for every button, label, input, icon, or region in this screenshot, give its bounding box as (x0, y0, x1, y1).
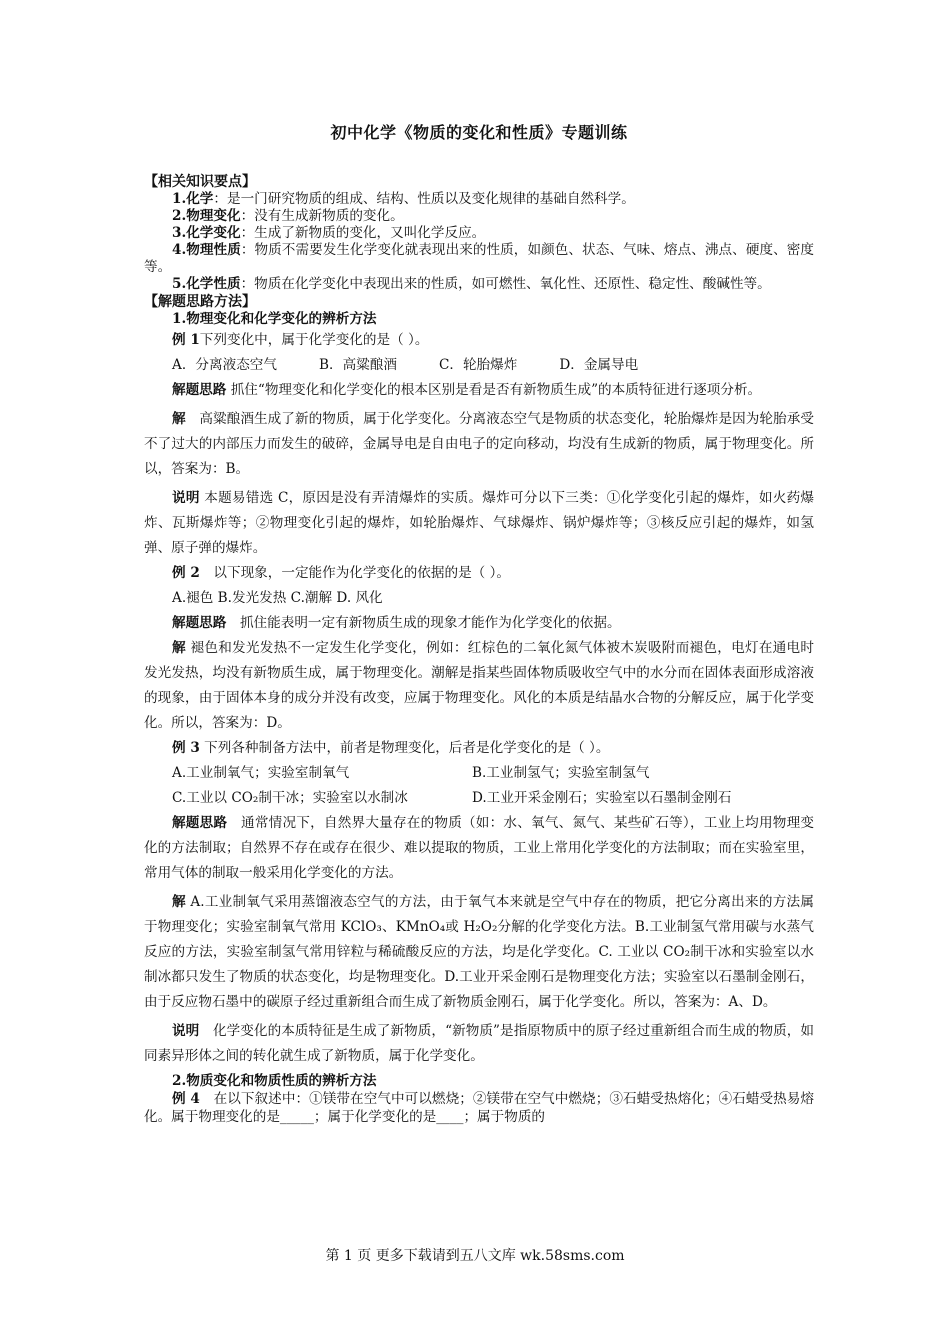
example-1-note: 说明 本题易错选 C，原因是没有弄清爆炸的实质。爆炸可分以下三类：①化学变化引起的爆炸，如火药爆炸、瓦斯爆炸等；②物理变化引起的爆炸，如轮胎爆炸、气球爆炸、锅炉爆炸等；③核反应引起的爆炸，如氢弹、原子弹的爆炸。 (144, 490, 814, 556)
knowledge-term: 4.物理性质 (172, 242, 241, 258)
knowledge-list (144, 191, 814, 293)
knowledge-item: 1.化学：是一门研究物质的组成、结构、性质以及变化规律的基础自然科学。 (172, 191, 635, 207)
example-2-solution: 解 褪色和发光发热不一定发生化学变化，例如：红棕色的二氧化氮气体被木炭吸附而褪色，电灯在通电时发光发热，均没有新物质生成，属于物理变化。潮解是指某些固体物质吸收空气中的水分而在固体表面形成溶液的现象，由于固体本身的成分并没有改变，应属于物理变化。风化的本质是结晶水合物的分解反应，属于化学变化。所以，答案为：D。 (144, 640, 815, 731)
example-label: 例 1 (172, 332, 200, 348)
knowledge-item: 4.物理性质：物质不需要发生化学变化就表现出来的性质，如颜色、状态、气味、熔点、沸点、硬度、密度等。 (144, 242, 815, 275)
document-body (144, 120, 814, 1126)
knowledge-text: 是一门研究物质的组成、结构、性质以及变化规律的基础自然科学。 (226, 191, 635, 207)
page-footer: 第 1 页 更多下载请到五八文库 wk.58sms.com (325, 1248, 625, 1264)
knowledge-term: 3.化学变化 (172, 225, 241, 241)
knowledge-term: 2.物理变化 (172, 208, 241, 224)
method-heading: 2.物质变化和物质性质的辨析方法 (172, 1073, 377, 1089)
example-1-solution: 解 高粱酿酒生成了新的物质，属于化学变化。分离液态空气是物质的状态变化，轮胎爆炸是因为轮胎承受不了过大的内部压力而发生的破碎，金属导电是自由电子的定向移动，均没有生成新的物质，属于物理变化。所以，答案为：B。 (144, 411, 815, 477)
section-heading-methods: 【解题思路方法】 (144, 294, 256, 310)
example-3-question: 例 3 下列各种制备方法中，前者是物理变化，后者是化学变化的是（ ）。 (172, 740, 610, 756)
method-heading: 1.物理变化和化学变化的辨析方法 (172, 311, 377, 327)
option: A．分离液态空气 (172, 357, 277, 373)
example-3-options (144, 761, 814, 811)
example-3-note: 说明 化学变化的本质特征是生成了新物质，“新物质”是指原物质中的原子经过重新组合而生成的物质，如同素异形体之间的转化就生成了新物质，属于化学变化。 (144, 1023, 814, 1064)
knowledge-text: 生成了新物质的变化，又叫化学反应。 (254, 225, 486, 241)
example-2-approach: 解题思路 抓住能表明一定有新物质生成的现象才能作为化学变化的依据。 (172, 615, 621, 631)
knowledge-item: 3.化学变化：生成了新物质的变化，又叫化学反应。 (172, 225, 486, 241)
option: C.工业以 CO₂制干冰；实验室以水制冰 (172, 790, 408, 806)
example-1-question: 例 1下列变化中，属于化学变化的是（ ）。 (172, 332, 429, 348)
knowledge-item: 2.物理变化：没有生成新物质的变化。 (172, 208, 404, 224)
example-1-options (144, 353, 814, 378)
example-2-options: A.褪色 B.发光发热 C.潮解 D. 风化 (172, 590, 383, 606)
option: B．高粱酿酒 (318, 357, 397, 373)
knowledge-text: 没有生成新物质的变化。 (254, 208, 404, 224)
knowledge-term: 5.化学性质 (172, 276, 241, 292)
knowledge-item: 5.化学性质：物质在化学变化中表现出来的性质，如可燃性、氧化性、还原性、稳定性、酸碱性等。 (172, 276, 771, 292)
example-label: 例 2 (172, 565, 200, 581)
example-3-solution: 解 A.工业制氧气采用蒸馏液态空气的方法，由于氧气本来就是空气中存在的物质，把它分离出来的方法属于物理变化；实验室制氧气常用 KClO₃、KMnO₄或 H₂O₂分解的化学变化方法。B.工业制氢气常用碳与水蒸气反应的方法，实验室制氢气常用锌粒与稀硫酸反应的方法，均是化学变化。C. 工业以 CO₂制干冰和实验室以水制冰都只发生了物质的状态变化，均是物理变化。D.工业开采金刚石是物理变化方法；实验室以石墨制金刚石，由于反应物石墨中的碳原子经过重新组合而生成了新物质金刚石，属于化学变化。所以，答案为：A、D。 (144, 894, 814, 1010)
knowledge-text: 物质不需要发生化学变化就表现出来的性质，如颜色、状态、气味、熔点、沸点、硬度、密度等。 (144, 242, 815, 275)
option: A.工业制氧气；实验室制氧气 (172, 765, 350, 781)
example-1-approach: 解题思路 抓住“物理变化和化学变化的根本区别是看是否有新物质生成”的本质特征进行逐项分析。 (172, 382, 762, 398)
option: D．金属导电 (559, 357, 639, 373)
option: B.工业制氢气；实验室制氢气 (472, 765, 650, 781)
example-3-approach: 解题思路 通常情况下，自然界大量存在的物质（如：水、氧气、氮气、某些矿石等），工业上均用物理变化的方法制取；自然界不存在或存在很少、难以提取的物质，工业上常用化学变化的方法制取；而在实验室里，常用气体的制取一般采用化学变化的方法。 (144, 815, 815, 881)
section-heading-knowledge: 【相关知识要点】 (144, 174, 256, 190)
example-label: 例 4 (172, 1091, 200, 1107)
document-title: 初中化学《物质的变化和性质》专题训练 (330, 123, 628, 142)
knowledge-term: 1.化学 (172, 191, 214, 207)
example-4-question: 例 4 在以下叙述中：①镁带在空气中可以燃烧；②镁带在空气中燃烧；③石蜡受热熔化；④石蜡受热易熔化。属于物理变化的是_____；属于化学变化的是____；属于物质的 (144, 1091, 814, 1125)
option: D.工业开采金刚石；实验室以石墨制金刚石 (472, 790, 732, 806)
knowledge-text: 物质在化学变化中表现出来的性质，如可燃性、氧化性、还原性、稳定性、酸碱性等。 (254, 276, 771, 292)
example-label: 例 3 (172, 740, 200, 756)
example-2-question: 例 2 以下现象，一定能作为化学变化的依据的是（ ）。 (172, 565, 510, 581)
option: C．轮胎爆炸 (438, 357, 518, 373)
